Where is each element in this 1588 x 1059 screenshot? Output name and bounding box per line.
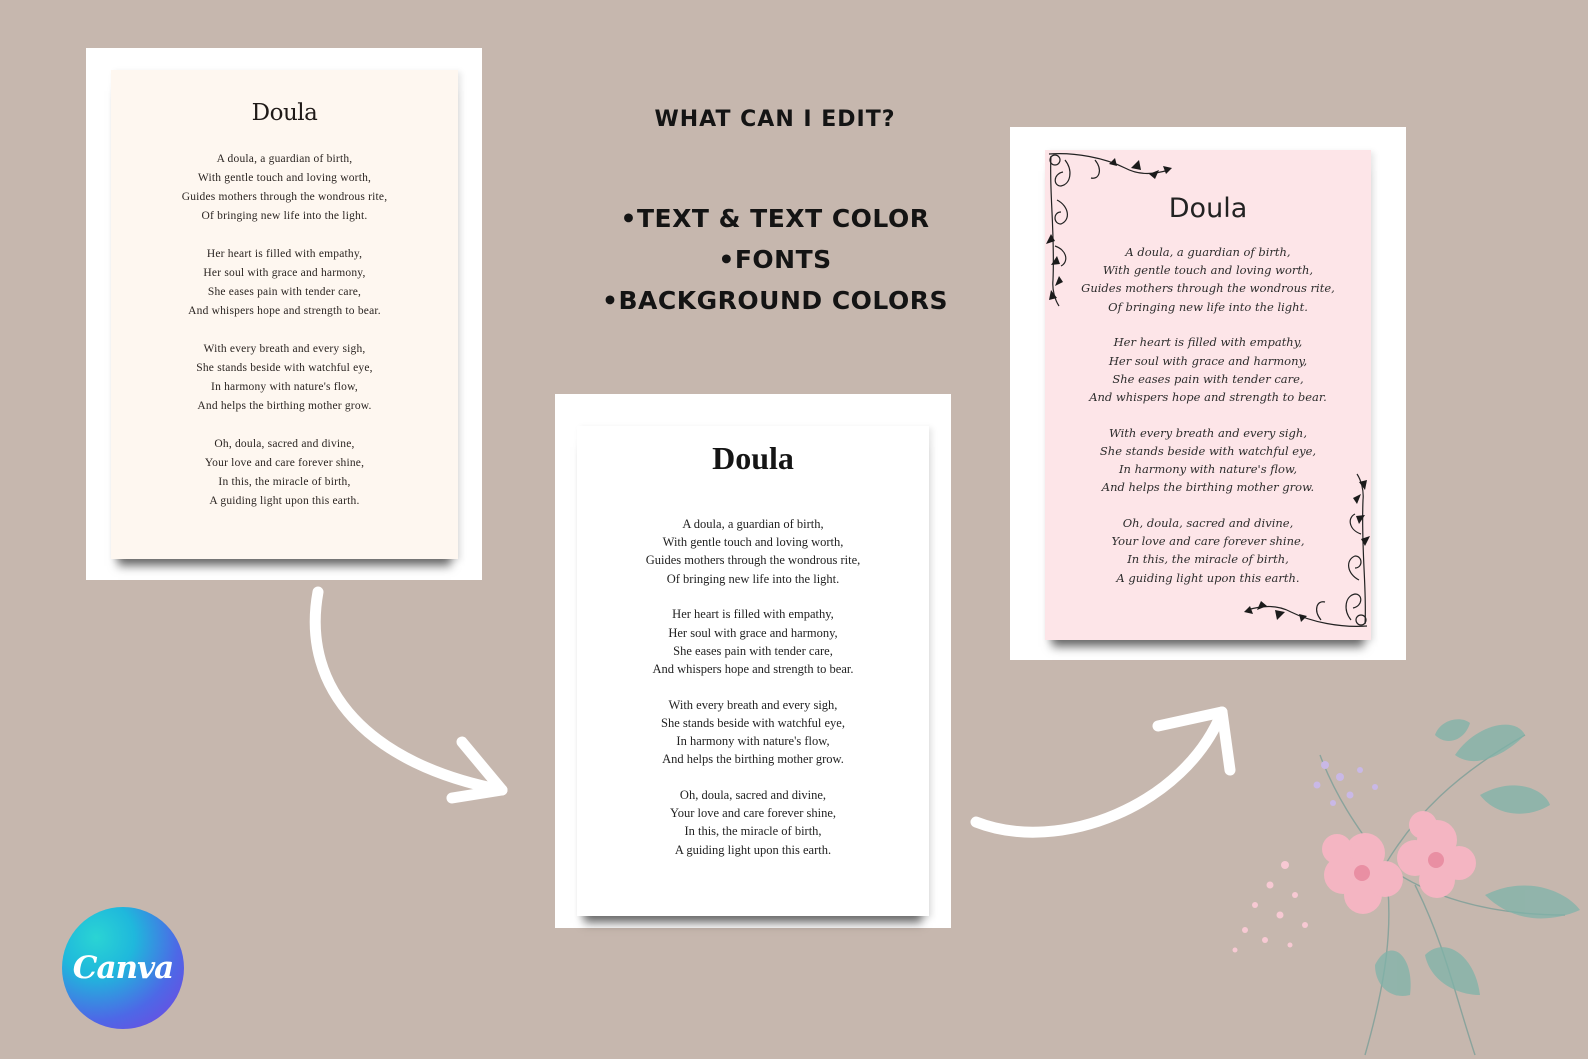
poem-line: With every breath and every sigh,	[668, 697, 838, 712]
poem-line: And whispers hope and strength to bear.	[1089, 389, 1327, 404]
feature-item-background: • BACKGROUND COLORS	[560, 280, 990, 321]
edit-heading: WHAT CAN I EDIT?	[654, 107, 896, 132]
poem-line: With gentle touch and loving worth,	[1102, 263, 1314, 278]
poem-title: Doula	[251, 100, 318, 126]
poem-line: Her soul with grace and harmony,	[1108, 353, 1308, 368]
poem-line: Oh, doula, sacred and divine,	[679, 787, 827, 802]
poem-line: Oh, doula, sacred and divine,	[1122, 515, 1294, 530]
poem-line: In this, the miracle of birth,	[1127, 552, 1289, 567]
poem-line: And whispers hope and strength to bear.	[652, 661, 854, 676]
poem-line: She stands beside with watchful eye,	[1099, 443, 1317, 458]
poem-line: And helps the birthing mother grow.	[1101, 480, 1315, 495]
poem-line: Your love and care forever shine,	[204, 457, 365, 469]
poem-line: A doula, a guardian of birth,	[216, 153, 353, 165]
feature-item-fonts: • FONTS	[560, 239, 990, 280]
poem-line: She stands beside with watchful eye,	[196, 362, 373, 374]
poem-line: She eases pain with tender care,	[673, 643, 833, 658]
poem-line: And helps the birthing mother grow.	[197, 400, 372, 412]
poem-line: Her heart is filled with empathy,	[206, 248, 363, 260]
poem-line: In harmony with nature's flow,	[211, 381, 358, 393]
poem-line: Your love and care forever shine,	[669, 806, 837, 821]
poem-line: Her heart is filled with empathy,	[1113, 335, 1303, 350]
poem-line: Her soul with grace and harmony,	[668, 625, 838, 640]
poem-line: With every breath and every sigh,	[1109, 425, 1307, 440]
logo-text: Canva	[72, 950, 174, 986]
poem-line: And whispers hope and strength to bear.	[188, 305, 381, 317]
poem-title: Doula	[1168, 193, 1248, 224]
poem-line: Guides mothers through the wondrous rite,	[1081, 281, 1335, 296]
poem-title: Doula	[712, 440, 794, 476]
poem-line: Of bringing new life into the light.	[1108, 299, 1308, 314]
poem-line: A doula, a guardian of birth,	[1125, 245, 1291, 259]
poem-line: A guiding light upon this earth.	[674, 842, 832, 857]
poem-line: She eases pain with tender care,	[1112, 371, 1304, 386]
poem-line: A guiding light upon this earth.	[209, 495, 360, 507]
poem-line: And helps the birthing mother grow.	[662, 752, 844, 767]
poem-line: In harmony with nature's flow,	[676, 734, 830, 749]
poem-line: Your love and care forever shine,	[1111, 534, 1305, 549]
poem-line: In this, the miracle of birth,	[218, 476, 351, 488]
poem-line: Her heart is filled with empathy,	[672, 607, 834, 622]
poem-line: A doula, a guardian of birth,	[682, 517, 824, 531]
poem-line: She stands beside with watchful eye,	[661, 715, 845, 730]
poem-line: A guiding light upon this earth.	[1116, 570, 1300, 585]
poem-line: In harmony with nature's flow,	[1119, 462, 1297, 477]
poem-line: With gentle touch and loving worth,	[662, 535, 844, 550]
canva-logo-icon	[62, 907, 184, 1029]
poem-line: Of bringing new life into the light.	[666, 571, 840, 586]
poem-line: Of bringing new life into the light.	[201, 210, 368, 222]
poem-line: Guides mothers through the wondrous rite,	[181, 191, 388, 203]
feature-item-text: • TEXT & TEXT COLOR	[560, 198, 990, 239]
flower-bouquet-icon	[1225, 715, 1585, 1059]
poem-line: Guides mothers through the wondrous rite,	[645, 553, 861, 568]
poem-line: Her soul with grace and harmony,	[203, 267, 366, 279]
poem-line: She eases pain with tender care,	[207, 286, 362, 298]
poem-line: In this, the miracle of birth,	[684, 824, 822, 839]
poem-line: Oh, doula, sacred and divine,	[214, 438, 355, 450]
poem-line: With every breath and every sigh,	[203, 343, 366, 355]
poem-line: With gentle touch and loving worth,	[197, 172, 372, 184]
